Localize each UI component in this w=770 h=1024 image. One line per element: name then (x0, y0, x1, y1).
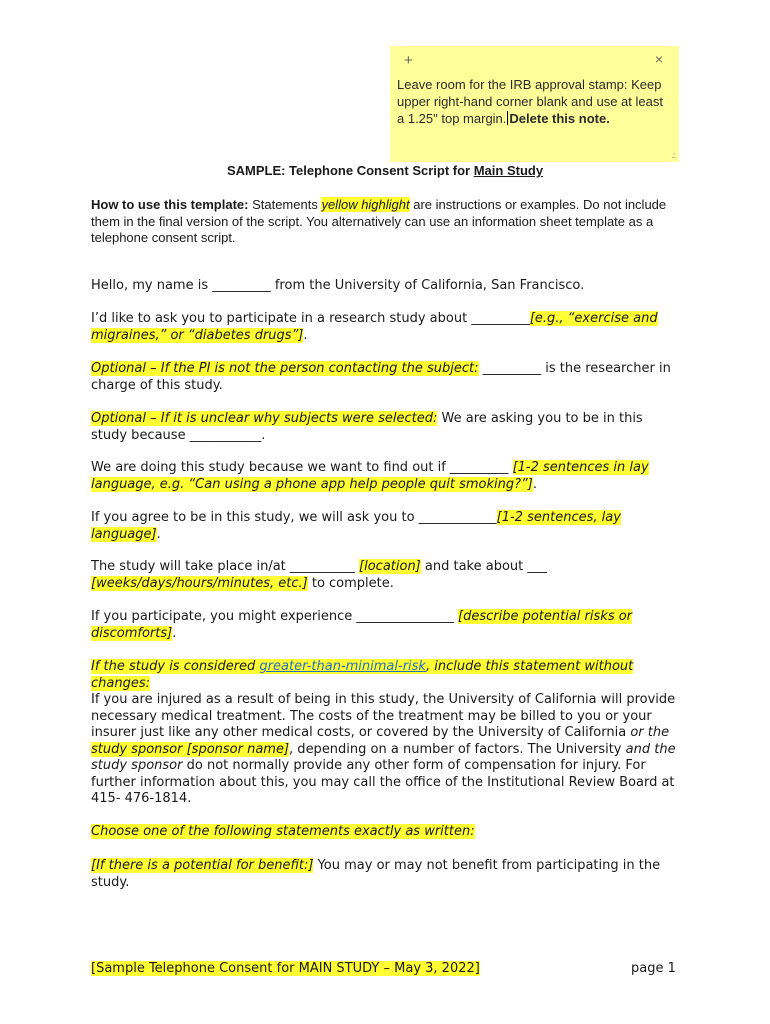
p2-text: I’d like to ask you to participate in a research study about _________ (91, 311, 530, 326)
p6-highlight: [1-2 sentences, lay language] (91, 510, 621, 542)
p9-highlight-sponsor: study sponsor [sponsor name] (91, 741, 290, 757)
title-prefix: SAMPLE: Telephone Consent Script for (226, 163, 474, 178)
paragraph-procedures (91, 510, 681, 543)
sticky-note-body: Leave room for the IRB approval stamp: Keep upper right-hand corner blank and use at least a 1.25" top margin. (397, 77, 663, 126)
p8-end: . (172, 625, 177, 641)
p9-text-1: If you are injured as a result of being in this study, the University of California will provide necessary medical treatment. The costs of the treatment may be billed to you or your insurer just like any other medical costs, or covered by the University of California (91, 692, 676, 740)
p9-highlight-b: , include this statement without changes: (91, 659, 634, 691)
page-title (0, 163, 770, 178)
p5-highlight: [1-2 sentences in lay language, e.g. “Can using a phone app help people quit smoking?”] (91, 460, 649, 492)
footer-left (91, 961, 480, 976)
p3-text: _________ is the researcher in charge of this study. (91, 361, 671, 393)
paragraph-choose-statement (91, 824, 681, 841)
p2-highlight: [e.g., “exercise and migraines,” or “diabetes drugs”] (91, 311, 658, 343)
p4-text: We are asking you to be in this study because ___________. (91, 411, 643, 443)
p9-highlight-a: If the study is considered (91, 659, 260, 674)
paragraph-injury-statement (91, 659, 681, 808)
p9-italic-1: or the (630, 725, 670, 740)
paragraph-pi-optional (91, 361, 681, 394)
p7-highlight-location: [location] (359, 559, 421, 574)
p10-highlight: Choose one of the following statements exactly as written: (91, 824, 475, 839)
p11-text: You may or may not benefit from participating in the study. (91, 858, 661, 890)
resize-grip-icon[interactable]: .:: (671, 151, 675, 160)
add-note-icon[interactable]: + (404, 52, 413, 69)
sticky-note[interactable] (390, 46, 679, 162)
p9-text-2: , depending on a number of factors. The University (289, 741, 626, 757)
title-underlined: Main Study (473, 163, 544, 178)
how-to-pre: Statements (248, 197, 322, 212)
p7-mid: and take about ___ (420, 559, 547, 574)
injury-instruction (91, 659, 681, 692)
paragraph-study-topic (91, 311, 681, 344)
how-to-paragraph (91, 197, 671, 247)
how-to-highlight: yellow highlight (321, 197, 410, 212)
paragraph-location-duration (91, 559, 681, 592)
paragraph-risks (91, 609, 681, 642)
p5-end: . (532, 476, 537, 492)
p11-highlight: [If there is a potential for benefit:] (91, 858, 314, 873)
p6-text: If you agree to be in this study, we will ask you to ____________ (91, 510, 497, 525)
paragraph-subject-selection (91, 411, 681, 444)
paragraph-benefit (91, 858, 681, 891)
p1-text: Hello, my name is _________ from the University of California, San Francisco. (91, 278, 585, 293)
how-to-label: How to use this template: (91, 197, 249, 212)
p8-highlight: [describe potential risks or discomforts] (91, 609, 633, 641)
injury-body (91, 692, 681, 808)
sticky-note-toolbar (396, 46, 673, 76)
footer-doc-label: [Sample Telephone Consent for MAIN STUDY – May 3, 2022] (91, 961, 480, 976)
greater-than-minimal-risk-link[interactable]: greater-than-minimal-risk (259, 659, 426, 674)
sticky-note-text[interactable] (396, 76, 673, 127)
p9-text-3: do not normally provide any other form of compensation for injury. For further information about this, you may call the office of the Institutional Review Board at 415- 476-1814. (91, 758, 675, 806)
p7-end: to complete. (307, 575, 394, 591)
sticky-note-bold: Delete this note. (509, 111, 610, 126)
how-to-post: are instructions or examples. Do not include them in the final version of the script. You alternatively can use an information sheet template as a telephone consent script. (91, 197, 667, 245)
p5-text: We are doing this study because we want to find out if _________ (91, 460, 513, 475)
paragraph-study-purpose (91, 460, 681, 493)
p3-highlight: Optional – If the PI is not the person contacting the subject: (91, 361, 479, 376)
paragraph-greeting (91, 278, 681, 295)
p8-text: If you participate, you might experience _______________ (91, 609, 459, 624)
p4-highlight: Optional – If it is unclear why subjects were selected: (91, 411, 438, 426)
p2-end: . (303, 327, 308, 343)
p9-italic-2: and the study sponsor (91, 741, 676, 773)
page-number: page 1 (631, 961, 676, 976)
p7-highlight-duration: [weeks/days/hours/minutes, etc.] (91, 575, 308, 591)
close-icon[interactable]: × (654, 51, 663, 67)
p6-end: . (156, 526, 161, 542)
p7-text: The study will take place in/at __________ (91, 559, 360, 574)
